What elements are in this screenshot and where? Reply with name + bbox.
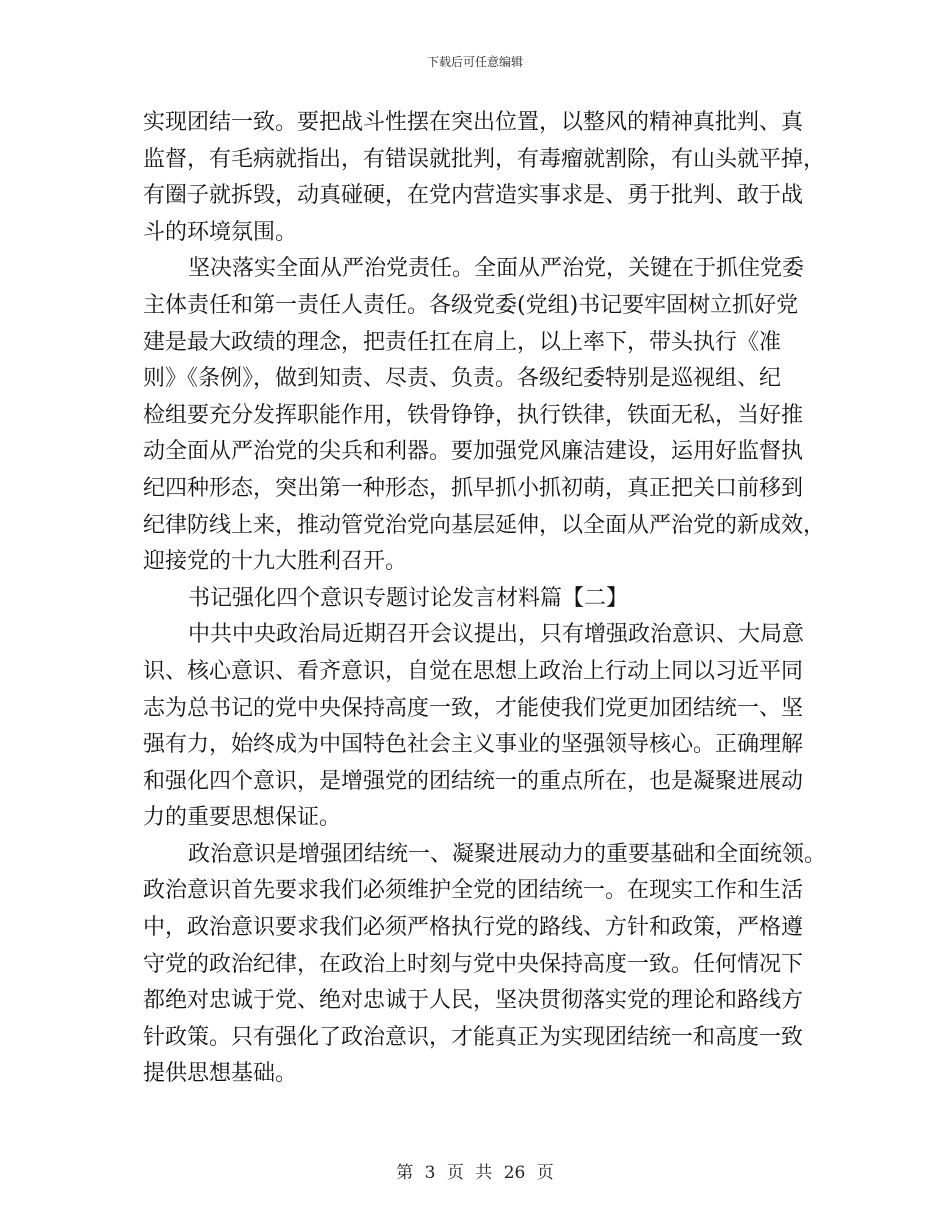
text-line: 守党的政治纪律，在政治上时刻与党中央保持高度一致。任何情况下	[143, 951, 804, 977]
body-text	[143, 105, 827, 1093]
text-line: 力的重要思想保证。	[143, 805, 342, 831]
text-line: 纪四种形态，突出第一种形态，抓早抓小抓初萌，真正把关口前移到	[143, 475, 804, 501]
text-line: 政治意识首先要求我们必须维护全党的团结统一。在现实工作和生活	[143, 878, 804, 904]
section-heading: 书记强化四个意识专题讨论发言材料篇【二】	[188, 585, 629, 611]
text-line: 有圈子就拆毁，动真碰硬，在党内营造实事求是、勇于批判、敢于战	[143, 183, 804, 209]
text-line: 建是最大政绩的理念，把责任扛在肩上，以上率下，带头执行《准	[143, 329, 782, 355]
text-line: 和强化四个意识，是增强党的团结统一的重点所在，也是凝聚进展动	[143, 768, 804, 794]
text-line: 中，政治意识要求我们必须严格执行党的路线、方针和政策，严格遵	[143, 915, 804, 941]
text-line: 斗的环境氛围。	[143, 219, 298, 245]
page-header: 下载后可任意编辑	[426, 55, 523, 69]
text-line: 都绝对忠诚于党、绝对忠诚于人民，坚决贯彻落实党的理论和路线方	[143, 988, 804, 1014]
text-line: 迎接党的十九大胜利召开。	[143, 549, 408, 575]
text-line: 则》《条例》，做到知责、尽责、负责。各级纪委特别是巡视组、纪	[143, 366, 782, 392]
text-line: 提供思想基础。	[143, 1061, 298, 1087]
page-number-footer: 第 3 页 共 26 页	[396, 1163, 554, 1183]
text-line: 实现团结一致。要把战斗性摆在突出位置，以整风的精神真批判、真	[143, 110, 804, 135]
text-line: 主体责任和第一责任人责任。各级党委(党组)书记要牢固树立抓好党	[143, 292, 799, 318]
text-line: 监督，有毛病就指出，有错误就批判，有毒瘤就割除，有山头就平掉，	[143, 146, 826, 172]
text-line: 志为总书记的党中央保持高度一致，才能使我们党更加团结统一、坚	[143, 695, 804, 721]
paragraph-first-line: 坚决落实全面从严治党责任。全面从严治党，关键在于抓住党委	[188, 256, 805, 282]
text-line: 强有力，始终成为中国特色社会主义事业的坚强领导核心。正确理解	[143, 732, 804, 758]
text-line: 动全面从严治党的尖兵和利器。要加强党风廉洁建设，运用好监督执	[143, 439, 804, 465]
text-line: 针政策。只有强化了政治意识，才能真正为实现团结统一和高度一致	[143, 1024, 804, 1050]
paragraph-first-line: 中共中央政治局近期召开会议提出，只有增强政治意识、大局意	[188, 622, 805, 648]
text-line: 纪律防线上来，推动管党治党向基层延伸，以全面从严治党的新成效，	[143, 512, 826, 538]
text-line: 识、核心意识、看齐意识，自觉在思想上政治上行动上同以习近平同	[143, 658, 804, 684]
text-line: 检组要充分发挥职能作用，铁骨铮铮，执行铁律，铁面无私，当好推	[143, 402, 804, 428]
paragraph-first-line: 政治意识是增强团结统一、凝聚进展动力的重要基础和全面统领。	[188, 841, 827, 867]
